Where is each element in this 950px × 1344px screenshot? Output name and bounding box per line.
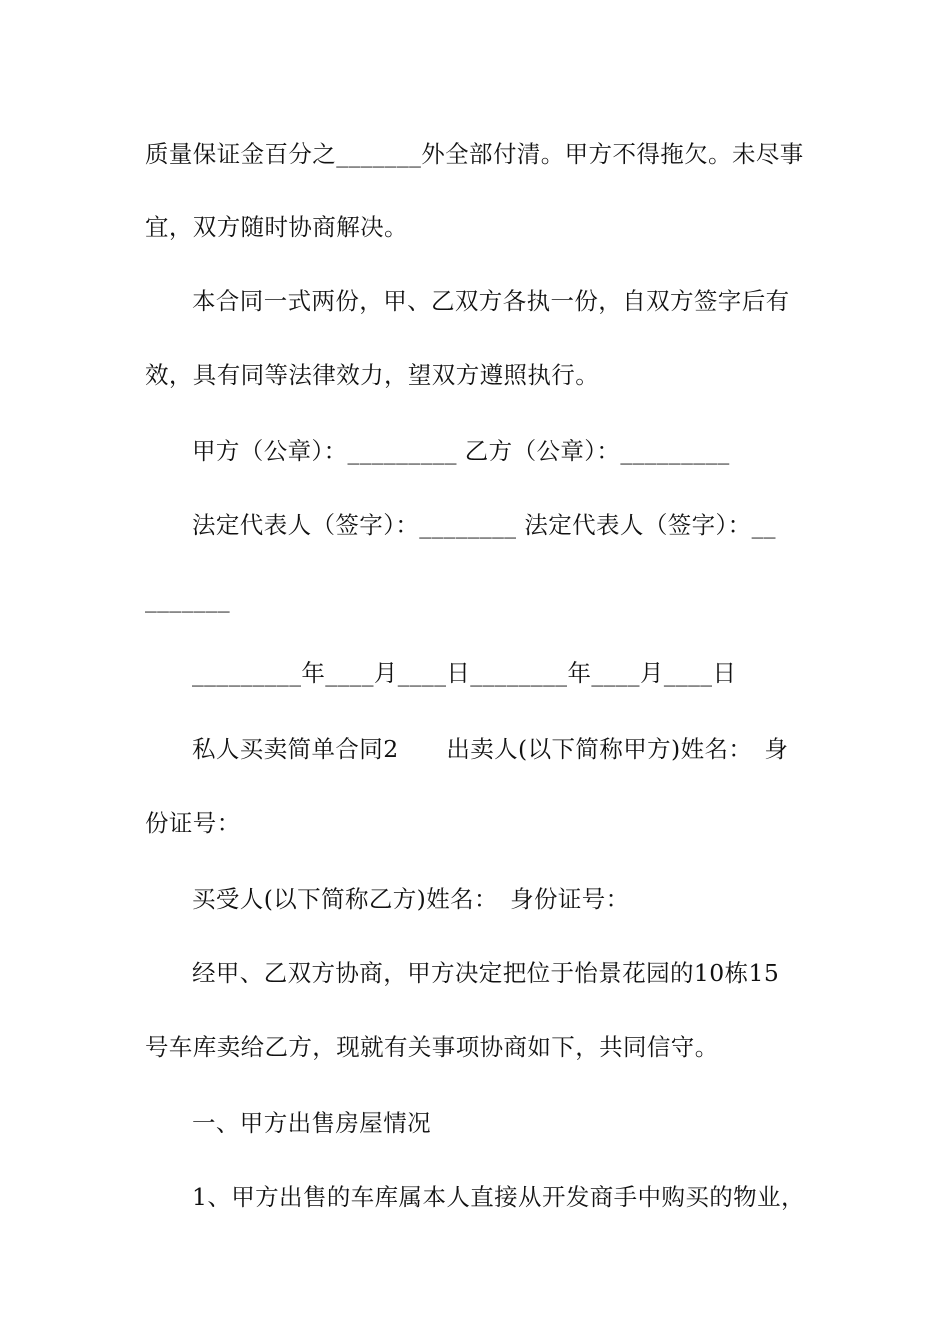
section-heading: 一、甲方出售房屋情况 xyxy=(192,1109,431,1137)
paragraph-line: 份证号： xyxy=(145,809,241,837)
signature-blank-continued: _______ xyxy=(145,585,231,613)
paragraph-line: 本合同一式两份，甲、乙双方各执一份，自双方签字后有 xyxy=(192,287,790,315)
paragraph-line: 效，具有同等法律效力，望双方遵照执行。 xyxy=(145,361,600,389)
contract-title-line: 私人买卖简单合同2 出卖人(以下简称甲方)姓名： 身 xyxy=(192,735,789,763)
paragraph-line: 1、甲方出售的车库属本人直接从开发商手中购买的物业， xyxy=(192,1183,805,1211)
paragraph-line: 号车库卖给乙方，现就有关事项协商如下，共同信守。 xyxy=(145,1033,719,1061)
paragraph-line: 经甲、乙双方协商，甲方决定把位于怡景花园的10栋15 xyxy=(192,959,780,987)
buyer-info-line: 买受人(以下简称乙方)姓名： 身份证号： xyxy=(192,885,630,913)
signature-line-party-seal: 甲方（公章）：_________ 乙方（公章）：_________ xyxy=(192,437,730,465)
signature-line-representative: 法定代表人（签字）：________ 法定代表人（签字）：__ xyxy=(192,511,776,539)
paragraph-line: 宜，双方随时协商解决。 xyxy=(145,213,408,241)
signature-date-line: _________年____月____日________年____月____日 xyxy=(192,659,737,687)
paragraph-line: 质量保证金百分之_______外全部付清。甲方不得拖欠。未尽事 xyxy=(145,140,804,168)
